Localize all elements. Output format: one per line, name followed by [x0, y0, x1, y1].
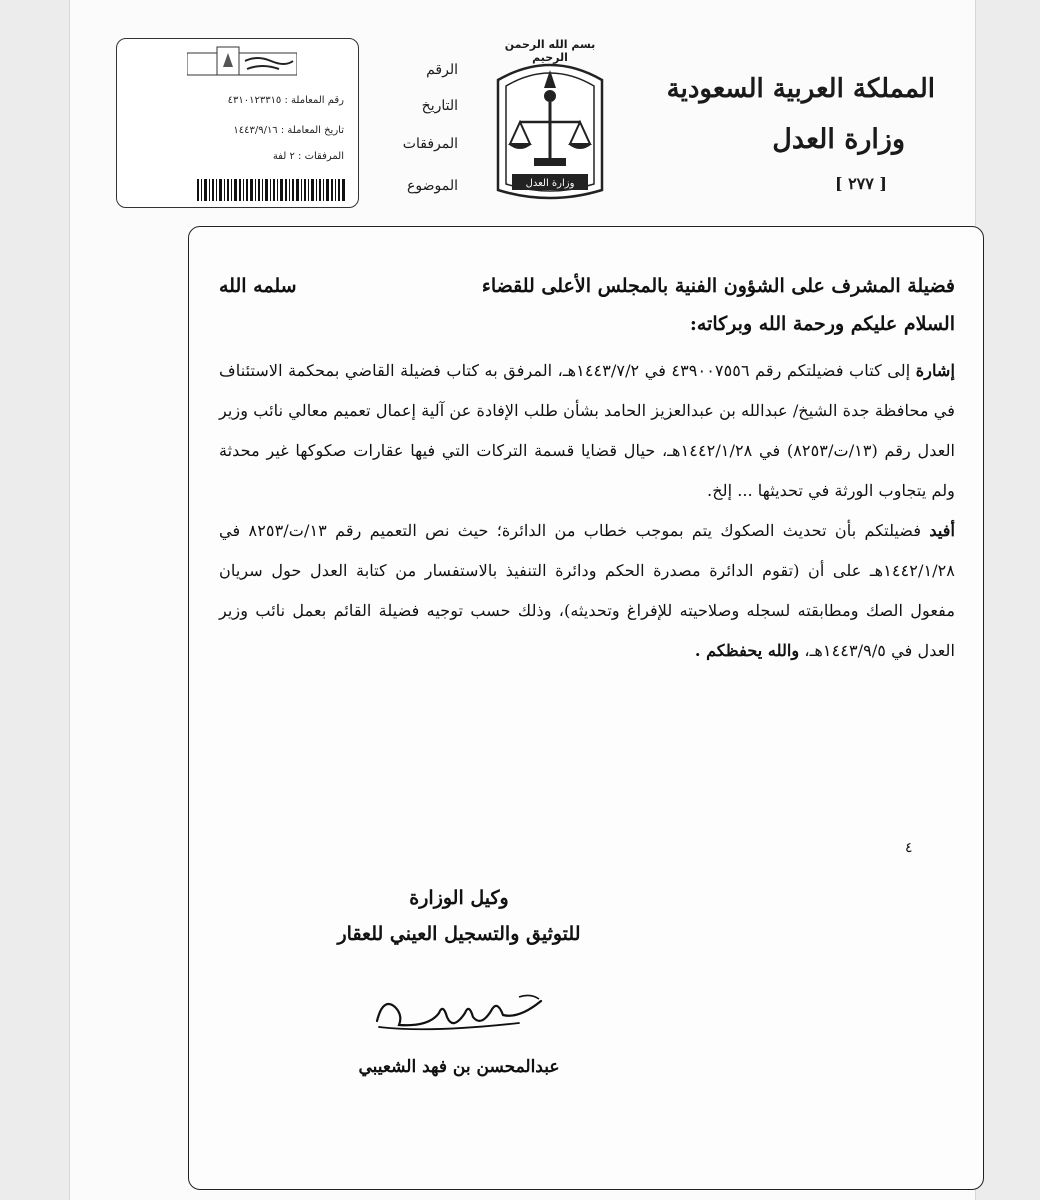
letter-body	[219, 275, 956, 1077]
ministry-name: وزارة العدل	[772, 124, 905, 155]
paragraph-2-text: فضيلتكم بأن تحديث الصكوك يتم بموجب خطاب من الدائرة؛ حيث نص التعميم رقم ١٣/ت/٨٢٥٣ في ١٤٤٢/١/٢٨هـ على أن (تقوم الدائرة مصدرة الحكم ودائرة التنفيذ بالاستفسار من كتابة العدل حول سريان مفعول الصك ومطابقته لسجله وصلاحيته للإفراغ وتحديثه)، وذلك حسب توجيه فضيلة القائم بعمل نائب وزير العدل في ١٤٤٣/٩/٥هـ،	[219, 521, 955, 660]
ministry-logo-small-icon	[187, 45, 297, 79]
signer-title-line2: للتوثيق والتسجيل العيني للعقار	[337, 923, 581, 945]
stamp-attachments: المرفقات : ٢ لفة	[272, 151, 344, 162]
closing-phrase: والله يحفظكم .	[694, 641, 800, 660]
signer-title-line1: وكيل الوزارة	[409, 887, 509, 909]
emblem-label: وزارة العدل	[525, 178, 575, 189]
paragraph-2-lead: أفيد	[929, 521, 955, 540]
signer-name: عبدالمحسن بن فهد الشعيبي	[358, 1057, 560, 1077]
ref-number-label: الرقم	[426, 62, 458, 78]
paragraph-response	[219, 511, 955, 671]
incoming-stamp	[116, 38, 359, 208]
barcode-icon	[197, 179, 347, 201]
addressee-row	[219, 275, 955, 309]
stamp-transaction-no: رقم المعاملة : ٤٣١٠١٢٣٣١٥	[227, 95, 344, 106]
basmala: بسم الله الرحمن الرحيم	[504, 38, 596, 64]
paragraph-mark: ٤	[905, 840, 913, 856]
paragraph-1-text: إلى كتاب فضيلتكم رقم ٤٣٩٠٠٧٥٥٦ في ١٤٤٣/٧/٢هـ، المرفق به كتاب فضيلة القاضي بمحكمة الاستئناف في محافظة جدة الشيخ/ عبدالله بن عبدالعزيز الحامد بشأن طلب الإفادة عن آلية إعمال تعميم معالي نائب وزير العدل رقم (١٣/ت/٨٢٥٣) في ١٤٤٢/١/٢٨هـ، حيال قضايا قسمة التركات التي فيها عقارات صكوكها غير محدثة ولم يتجاوب الورثة في تحديثها ... إلخ.	[219, 361, 956, 500]
paragraph-1-lead: إشارة	[915, 361, 955, 380]
document-number: [ ٢٧٧ ]	[834, 174, 887, 193]
kingdom-name: المملكة العربية السعودية	[666, 74, 935, 104]
ref-date-label: التاريخ	[421, 98, 458, 114]
greeting: السلام عليكم ورحمة الله وبركاته:	[689, 313, 955, 335]
paragraph-reference	[219, 351, 955, 511]
stamp-transaction-date: تاريخ المعاملة : ١٤٤٣/٩/١٦	[233, 125, 344, 136]
ministry-emblem-icon	[490, 40, 610, 206]
ref-subject-label: الموضوع	[407, 178, 458, 194]
ref-attachments-label: المرفقات	[402, 136, 458, 152]
addressee: فضيلة المشرف على الشؤون الفنية بالمجلس الأعلى للقضاء	[481, 275, 955, 297]
salutation-suffix: سلمه الله	[219, 275, 297, 297]
letterhead	[70, 0, 975, 230]
handwritten-signature	[369, 977, 549, 1037]
letter-frame	[188, 226, 984, 1190]
document-page	[70, 0, 975, 1200]
